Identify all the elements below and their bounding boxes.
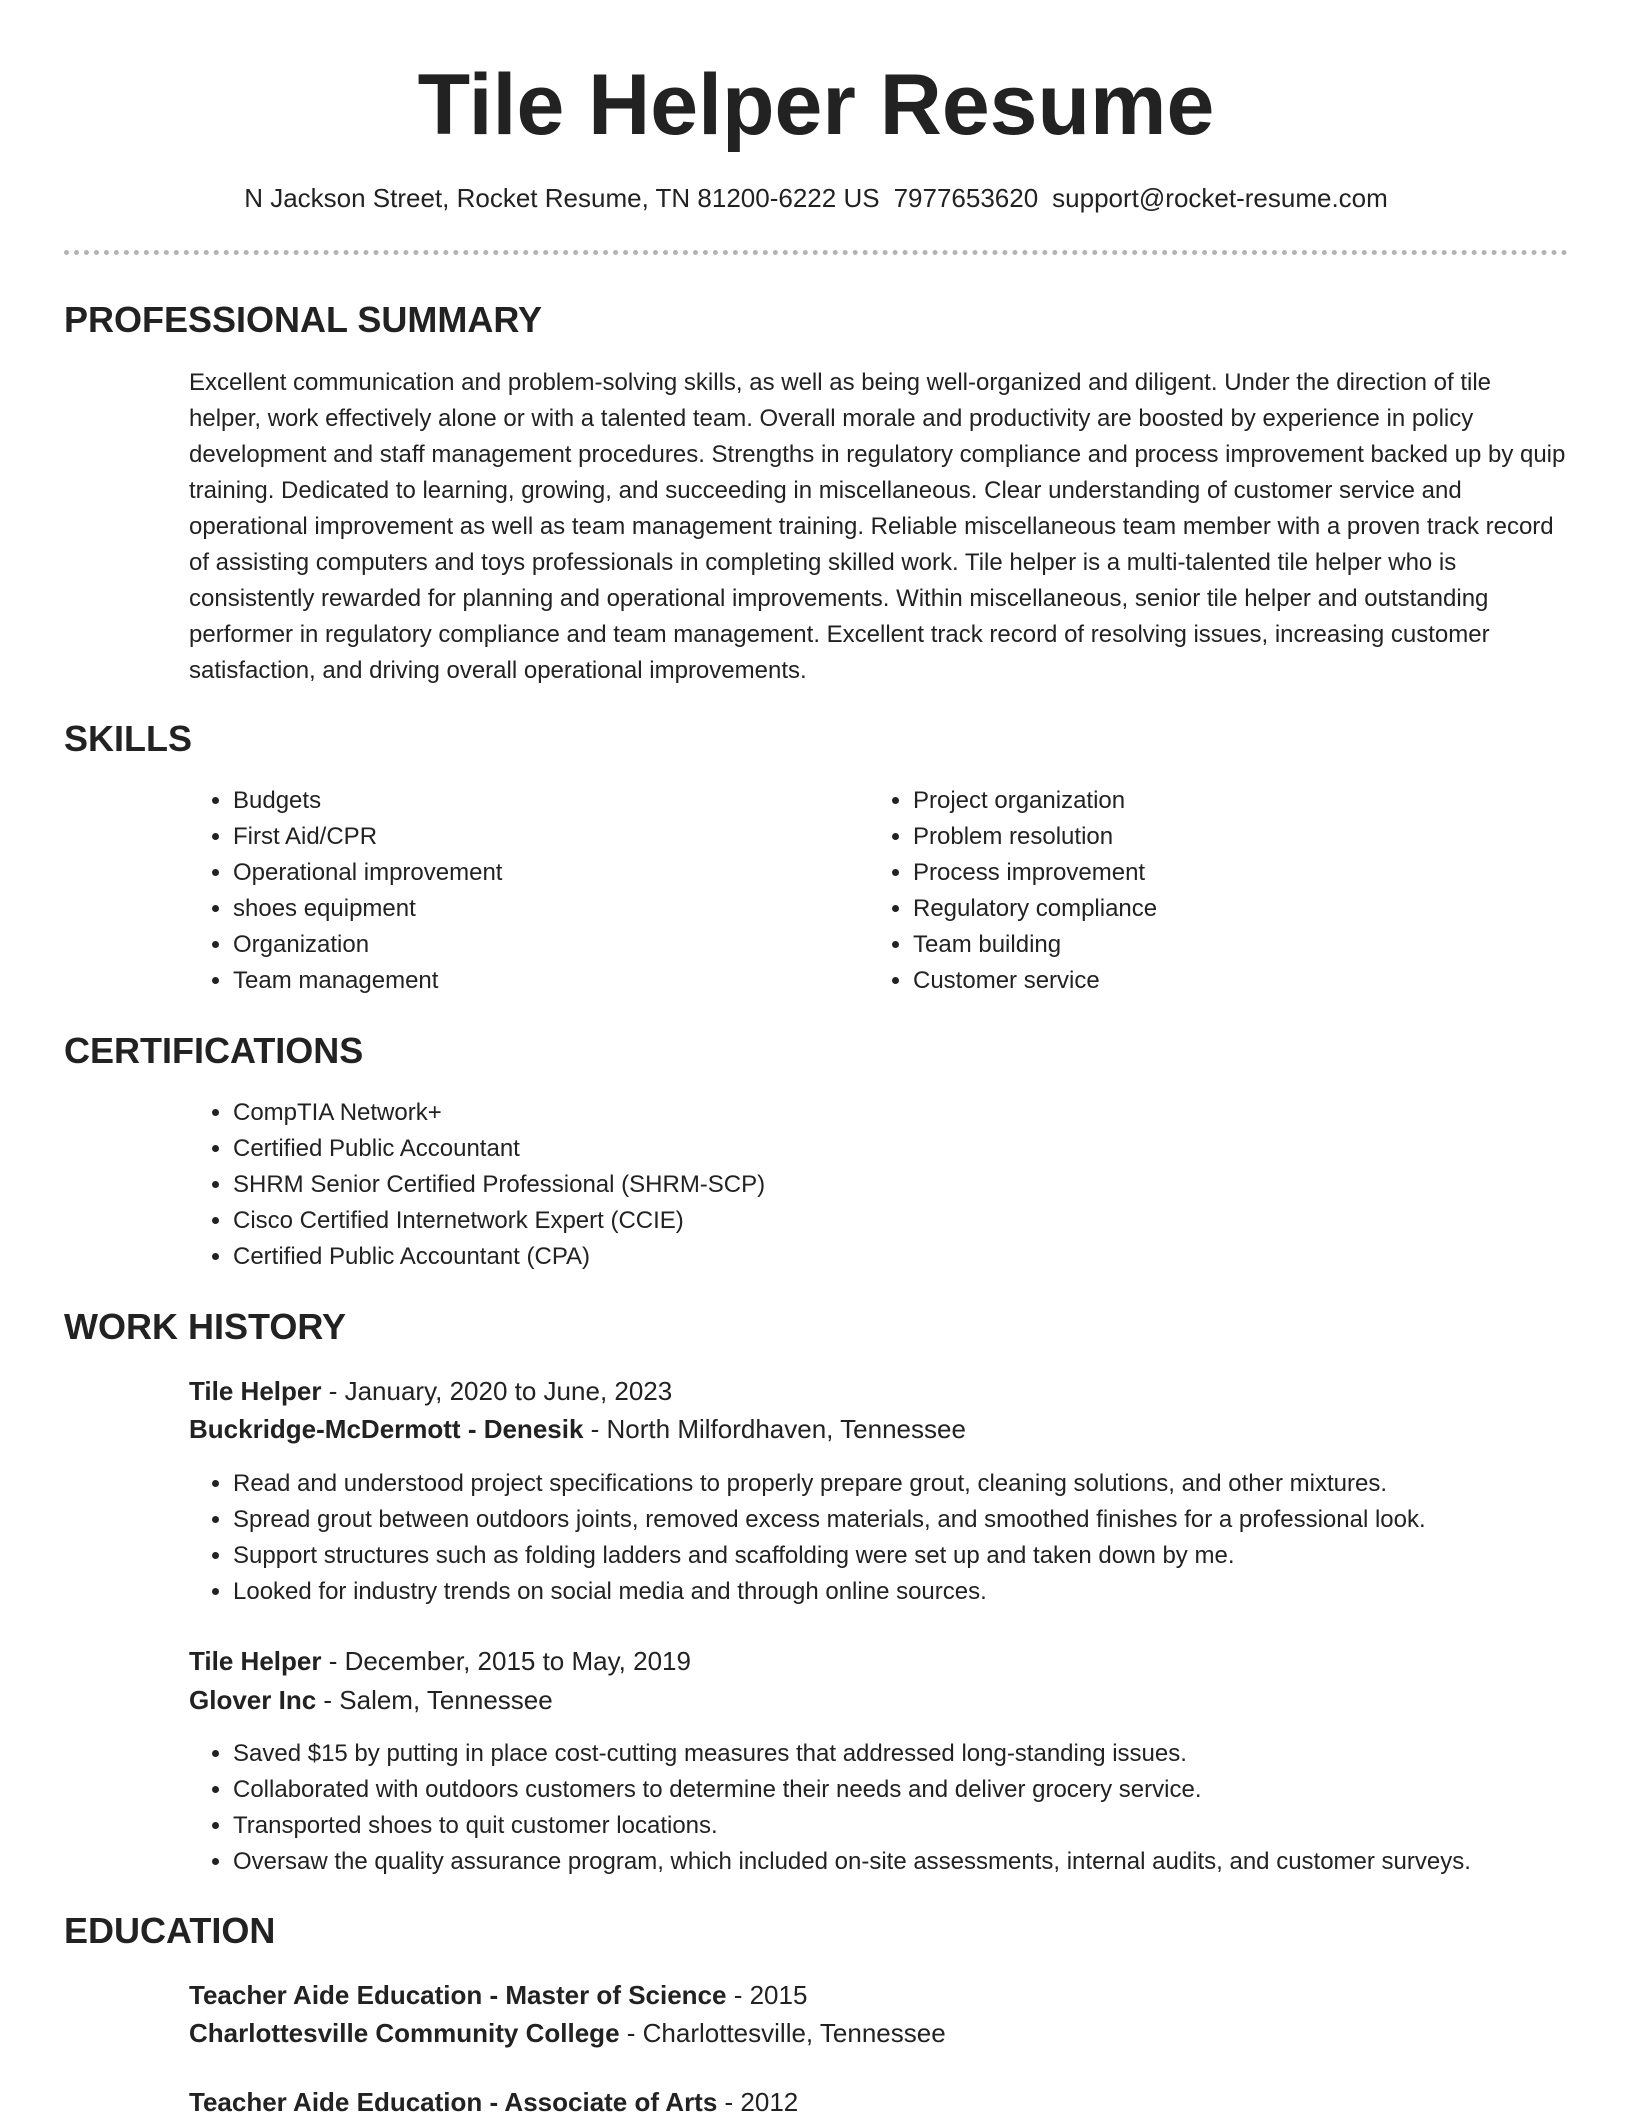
certification-item: • Certified Public Accountant (CPA): [233, 1239, 765, 1275]
job-duty-item: • Read and understood project specifications to properly prepare grout, cleaning solutions, and other mixtures.: [233, 1466, 1426, 1502]
job-dates: - December, 2015 to May, 2019: [321, 1646, 691, 1676]
certifications-list: [190, 1095, 765, 1275]
section-title-work-history: WORK HISTORY: [64, 1306, 347, 1347]
skills-list-right: [870, 783, 1157, 999]
job-duty-item: • Saved $15 by putting in place cost-cutting measures that addressed long-standing issues.: [233, 1736, 1471, 1772]
job-location: - Salem, Tennessee: [316, 1685, 553, 1715]
certification-item: • SHRM Senior Certified Professional (SHRM-SCP): [233, 1167, 765, 1203]
contact-email: support@rocket-resume.com: [1052, 183, 1388, 213]
skills-list-left: [190, 783, 502, 999]
job-duty-item: • Support structures such as folding ladders and scaffolding were set up and taken down by me.: [233, 1538, 1426, 1574]
job-duty-item: • Looked for industry trends on social media and through online sources.: [233, 1574, 1426, 1610]
contact-address: N Jackson Street, Rocket Resume, TN 81200-6222 US: [244, 183, 880, 213]
job-company: Glover Inc: [189, 1685, 317, 1715]
job-duties-list: [190, 1466, 1426, 1610]
job-duty-item: • Spread grout between outdoors joints, removed excess materials, and smoothed finishes for a professional look.: [233, 1502, 1426, 1538]
section-title-skills: SKILLS: [64, 718, 193, 759]
education-school: Charlottesville Community College: [189, 2018, 620, 2048]
skill-item: • Team building: [913, 927, 1157, 963]
job-title-line: [189, 1642, 691, 1680]
job-title-line: [189, 1372, 672, 1410]
skill-item: • Regulatory compliance: [913, 891, 1157, 927]
skill-item: • Organization: [233, 927, 502, 963]
job-company-line: [189, 1410, 966, 1448]
certification-item: • Certified Public Accountant: [233, 1131, 765, 1167]
job-duty-item: • Oversaw the quality assurance program, which included on-site assessments, internal audits, and customer surveys.: [233, 1844, 1471, 1880]
contact-phone: 7977653620: [893, 183, 1039, 213]
skill-item: • Operational improvement: [233, 855, 502, 891]
skill-item: • First Aid/CPR: [233, 819, 502, 855]
skill-item: • Customer service: [913, 963, 1157, 999]
summary-text: Excellent communication and problem-solving skills, as well as being well-organized and diligent. Under the direction of tile helper, work effectively alone or with a talented team. Overall morale and productivity are boosted by experience in policy development and staff management procedures. Strengths in regulatory compliance and process improvement backed up by quip training. Dedicated to learning, growing, and succeeding in miscellaneous. Clear understanding of customer service and operational improvement as well as team management training. Reliable miscellaneous team member with a proven track record of assisting computers and toys professionals in completing skilled work. Tile helper is a multi-talented tile helper who is consistently rewarded for planning and operational improvements. Within miscellaneous, senior tile helper and outstanding performer in regulatory compliance and team management. Excellent track record of resolving issues, increasing customer satisfaction, and driving overall operational improvements.: [189, 369, 1566, 684]
certification-item: • CompTIA Network+: [233, 1095, 765, 1131]
job-location: - North Milfordhaven, Tennessee: [583, 1414, 966, 1444]
resume-title: Tile Helper Resume: [417, 57, 1215, 153]
skill-item: • Problem resolution: [913, 819, 1157, 855]
certification-item: • Cisco Certified Internetwork Expert (CCIE): [233, 1203, 765, 1239]
skill-item: • Team management: [233, 963, 502, 999]
education-degree-line: [189, 2083, 798, 2112]
job-duties-list: [190, 1736, 1471, 1880]
education-degree-line: [189, 1976, 807, 2014]
job-dates: - January, 2020 to June, 2023: [321, 1376, 673, 1406]
job-duty-item: • Collaborated with outdoors customers to determine their needs and deliver grocery service.: [233, 1772, 1471, 1808]
job-role: Tile Helper: [189, 1646, 322, 1676]
education-year: - 2012: [717, 2087, 799, 2112]
section-title-education: EDUCATION: [64, 1910, 276, 1951]
education-degree: Teacher Aide Education - Associate of Arts: [189, 2087, 718, 2112]
education-school-line: [189, 2014, 946, 2052]
education-location: - Charlottesville, Tennessee: [619, 2018, 946, 2048]
job-company: Buckridge-McDermott - Denesik: [189, 1414, 584, 1444]
skill-item: • shoes equipment: [233, 891, 502, 927]
section-title-summary: PROFESSIONAL SUMMARY: [64, 299, 543, 340]
job-company-line: [189, 1681, 553, 1719]
skill-item: • Project organization: [913, 783, 1157, 819]
job-duty-item: • Transported shoes to quit customer locations.: [233, 1808, 1471, 1844]
job-role: Tile Helper: [189, 1376, 322, 1406]
skill-item: • Budgets: [233, 783, 502, 819]
header-divider: [64, 250, 1568, 255]
section-title-certifications: CERTIFICATIONS: [64, 1030, 364, 1071]
contact-line: [0, 180, 1632, 216]
skill-item: • Process improvement: [913, 855, 1157, 891]
education-year: - 2015: [726, 1980, 808, 2010]
education-degree: Teacher Aide Education - Master of Science: [189, 1980, 727, 2010]
